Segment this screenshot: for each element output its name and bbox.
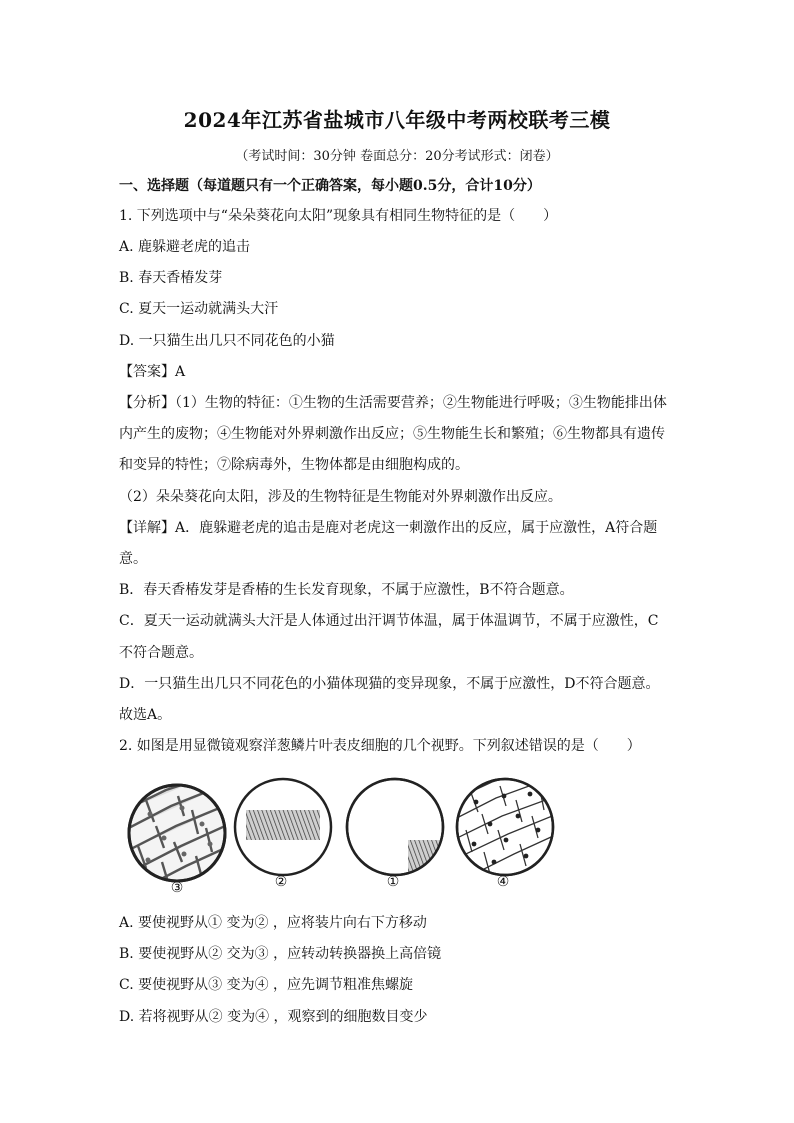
- q2-option-c: C. 要使视野从③ 变为④ ，应先调节粗准焦螺旋: [119, 977, 414, 993]
- q1-detail-line: 意。: [119, 551, 147, 567]
- exam-info: （考试时间：30分钟 卷面总分：20分考试形式：闭卷）: [235, 149, 559, 164]
- q1-stem: 1. 下列选项中与“朵朵葵花向太阳”现象具有相同生物特征的是（ ）: [119, 208, 558, 224]
- microscope-view-2: [232, 776, 334, 878]
- section-heading: 一、选择题（每道题只有一个正确答案，每小题0.5分，合计10分）: [119, 178, 541, 194]
- q1-option-a: A. 鹿躲避老虎的追击: [119, 239, 251, 255]
- q1-analysis-line: （2）朵朵葵花向太阳，涉及的生物特征是生物能对外界刺激作出反应。: [119, 489, 562, 505]
- figure-label-1: ①: [386, 874, 400, 890]
- q1-detail-line: 不符合题意。: [119, 645, 203, 661]
- q1-analysis-line: 【分析】（1）生物的特征：①生物的生活需要营养；②生物能进行呼吸；③生物能排出体: [119, 395, 667, 411]
- figure-label-4: ④: [496, 874, 510, 890]
- q1-detail-line: C．夏天一运动就满头大汗是人体通过出汗调节体温，属于体温调节，不属于应激性，C: [119, 613, 659, 629]
- microscope-view-1: [344, 776, 446, 878]
- microscope-view-4: [454, 776, 556, 878]
- q1-detail-line: B．春天香椿发芽是香椿的生长发育现象，不属于应激性，B不符合题意。: [119, 582, 574, 598]
- q2-stem: 2. 如图是用显微镜观察洋葱鳞片叶表皮细胞的几个视野。下列叙述错误的是（ ）: [119, 738, 641, 754]
- q1-analysis-line: 内产生的废物；④生物能对外界刺激作出反应；⑤生物能生长和繁殖；⑥生物都具有遗传: [119, 426, 665, 442]
- microscope-views-figure: [120, 770, 680, 900]
- q1-detail-line: 故选A。: [119, 707, 172, 723]
- figure-label-3: ③: [170, 880, 184, 896]
- q1-option-c: C. 夏天一运动就满头大汗: [119, 301, 279, 317]
- q1-detail-line: 【详解】A．鹿躲避老虎的追击是鹿对老虎这一刺激作出的反应，属于应激性，A符合题: [119, 520, 658, 536]
- q1-answer: 【答案】A: [119, 364, 186, 380]
- q2-option-a: A. 要使视野从① 变为② ，应将装片向右下方移动: [119, 915, 427, 931]
- q1-analysis-line: 和变异的特性；⑦除病毒外，生物体都是由细胞构成的。: [119, 457, 469, 473]
- figure-label-2: ②: [274, 874, 288, 890]
- q1-option-b: B. 春天香椿发芽: [119, 270, 223, 286]
- q2-option-b: B. 要使视野从② 交为③ ，应转动转换器换上高倍镜: [119, 946, 442, 962]
- q1-detail-line: D．一只猫生出几只不同花色的小猫体现猫的变异现象，不属于应激性，D不符合题意。: [119, 676, 660, 692]
- microscope-view-3: [126, 782, 228, 884]
- page-title: 2024年江苏省盐城市八年级中考两校联考三模: [183, 108, 611, 132]
- q2-option-d: D. 若将视野从② 变为④ ，观察到的细胞数目变少: [119, 1009, 428, 1025]
- q1-option-d: D. 一只猫生出几只不同花色的小猫: [119, 333, 335, 349]
